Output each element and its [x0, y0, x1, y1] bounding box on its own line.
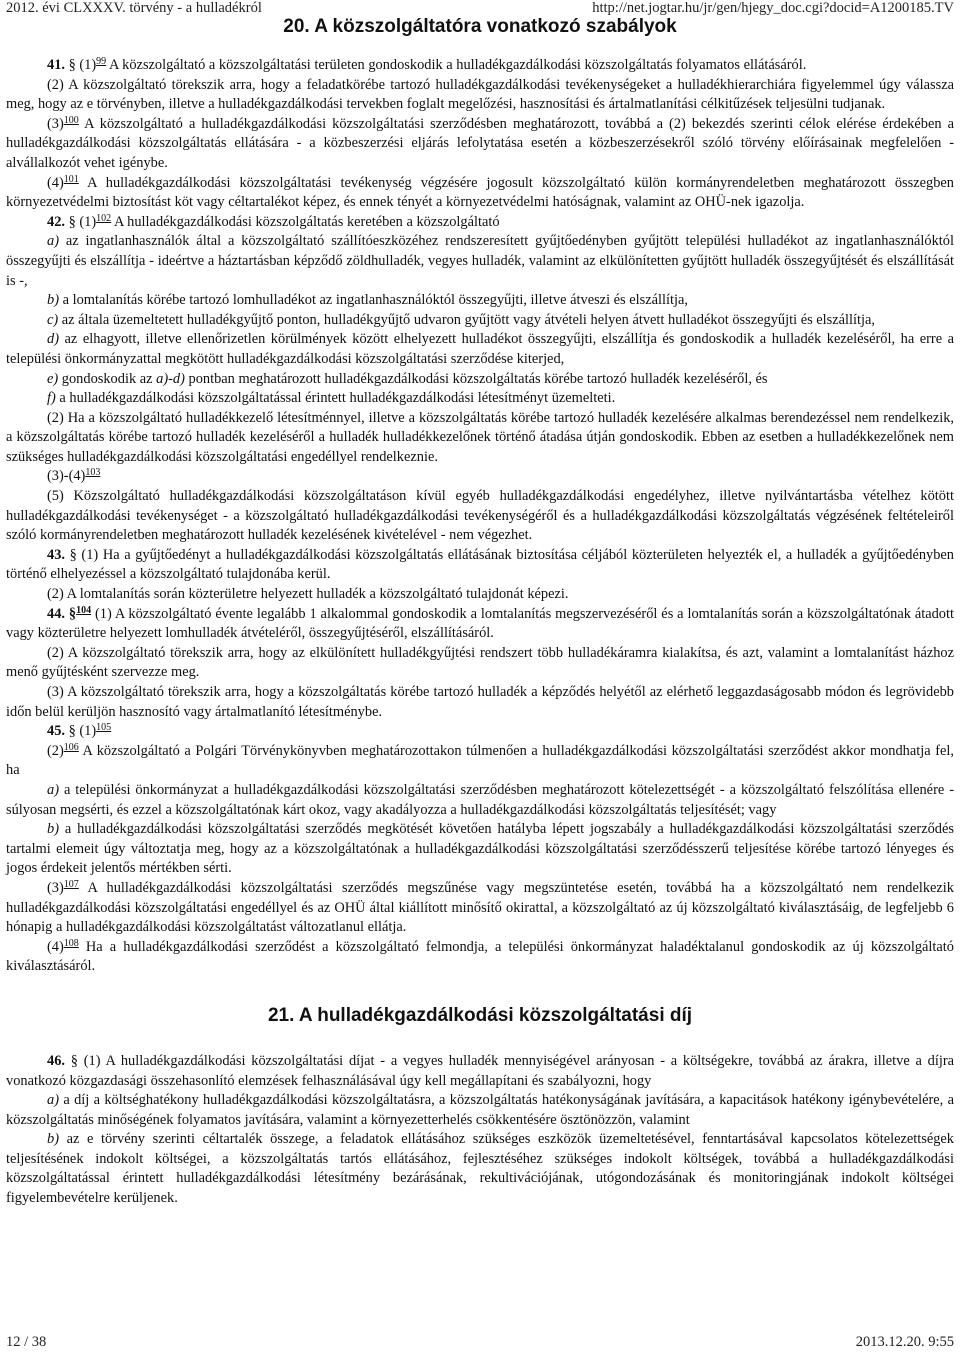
paragraph: a) a települési önkormányzat a hulladékgazdálkodási közszolgáltatási szerződésben meghatározott kötelezettségét - a közszolgáltató felszólítása ellenére - súlyosan megsérti, és ezzel a közszolgáltatónak kárt okoz, vagy akadályozza a hulladékgazdálkodási közszolgáltatás teljesítését; vagy [6, 781, 954, 818]
footnote-ref[interactable]: 107 [63, 878, 79, 890]
paragraph: c) az általa üzemeltetett hulladékgyűjtő ponton, hulladékgyűjtő udvaron gyűjtött vagy átvételi helyen átvett hulladékot összegyűjti és elszállítja, [47, 311, 876, 328]
paragraph: 44. §$^{104}$ (1) A közszolgáltató évente legalább 1 alkalommal gondoskodik a lomtalanítás megszervezéséről és a lomtalanítás során a közszolgáltatónak átadott vagy közterületre helyezett lomhulladék átvételéről, összegyűjtéséről, elszállításáról. [6, 604, 954, 642]
paragraph: 42. § $(1)^{102}$ A hulladékgazdálkodási közszolgáltatás keretében a közszolgáltató [47, 212, 500, 230]
footnote-ref[interactable]: 108 [63, 937, 79, 949]
paragraph: (2) Ha a közszolgáltató hulladékkezelő létesítménnyel, illetve a közszolgáltatás körébe tartozó hulladék kezelésére alkalmas berendezéssel nem rendelkezik, a közszolgáltatás körébe tartozó hulladék kezeléséről a hulladék hulladékkezelőnek történő átadása útján gondoskodik. Ebben az esetben a hulladékkezelőnek nem szükséges hulladékgazdálkodási közszolgáltatási engedéllyel rendelkeznie. [6, 409, 954, 465]
paragraph: b) a hulladékgazdálkodási közszolgáltatási szerződés megkötését követően hatályba lépett jogszabály a hulladékgazdálkodási közszolgáltatási szerződés tartalmi elemeit úgy változtatja meg, hogy az a közszolgáltatónak a hulladékgazdálkodási közszolgáltatási szerződésszerű teljesítése körébe tartozó lényeges és jogos érdekeit jelentős mértékben sérti. [6, 821, 954, 877]
paragraph: d) az elhagyott, illetve ellenőrizetlen körülmények között elhelyezett hulladékot összegyűjti, elszállítja és gondoskodik a hulladék kezeléséről, ha erre a települési önkormányzattal megkötött hulladékgazdálkodási közszolgáltatási szerződése kiterjed, [6, 331, 954, 367]
paragraph: a) az ingatlanhasználók által a közszolgáltató szállítóeszközéhez rendszeresített gyűjtőedényben gyűjtött települési hulladékot az ingatlanhasználóktól összegyűjti és elszállítja - ideértve a háztartásban képződő zöldhulladék, vegyes hulladék, valamint az elkülönítetten gyűjtött hulladék összegyűjtését és elszállítását is -, [6, 233, 954, 289]
page-number: 12 / 38 [6, 1334, 47, 1350]
point-marker: b) [47, 1131, 59, 1148]
paragraph: (2) A közszolgáltató törekszik arra, hogy az elkülönített hulladékgyűjtési rendszert több hulladékáramra kialakítsa, és azt, valamint a lomtalanítást házhoz menő gyűjtésként szervezze meg. [6, 644, 954, 681]
paragraph: $(2)^{106}$ A közszolgáltató a Polgári Törvénykönyvben meghatározottakon túlmenően a hulladékgazdálkodási közszolgáltatási szerződést akkor mondhatja fel, ha [6, 741, 954, 779]
point-marker: b) [47, 821, 59, 838]
paragraph: $(4)^{101}$ A hulladékgazdálkodási közszolgáltatási tevékenység végzésére jogosult közszolgáltató külön kormányrendeletben meghatározott összegben környezetvédelmi biztosítást köt vagy céltartalékot képez, és ennek tényét a környezetvédelmi hatóságnak, valamint az OHÜ-nek igazolja. [6, 173, 954, 211]
paragraph: $(3)-(4)^{103}$ [47, 467, 101, 485]
section-number: 46. [47, 1052, 65, 1069]
point-marker: e) [47, 370, 59, 387]
paragraph: a) a díj a költséghatékony hulladékgazdálkodási közszolgáltatásra, a közszolgáltatás hatékonyságának javítására, a kapacitások hatékony igénybevételére, a közszolgáltatás minőségének folyamatos javítására, valamint a környezetterhelés csökkentésére ösztönözzön, valamint [6, 1092, 954, 1128]
paragraph: b) a lomtalanítás körébe tartozó lomhulladékot az ingatlanhasználóktól összegyűjti, illetve átveszi és elszállítja, [47, 292, 688, 309]
footnote-ref[interactable]: 100 [63, 114, 79, 126]
footnote-ref[interactable]: 106 [63, 741, 79, 753]
paragraph: b) az e törvény szerinti céltartalék összege, a feladatok ellátásához szükséges eszközök üzemeltetésével, fenntartásával kapcsolatos kötelezettségek teljesítésének indokolt költségei, a közszolgáltatás tartós ellátásához, fejlesztéséhez szükséges indokolt költségek, továbbá a hulladékgazdálkodási közszolgáltatással érintett hulladékgazdálkodási létesítmény bezárásának, rekultivációjának, utógondozásának és monitoringjának indokolt költségei figyelembevételre kerüljenek. [6, 1131, 954, 1207]
point-marker: c) [47, 311, 59, 328]
paragraph: 43. § (1) Ha a gyűjtőedényt a hulladékgazdálkodási közszolgáltatás ellátásának biztosítása céljából közterületen helyezték el, a hulladék a gyűjtőedényben történő elhelyezéssel a közszolgáltató tulajdonába kerül. [6, 546, 954, 583]
footnote-ref[interactable]: 103 [85, 467, 101, 479]
paragraph: 46. § (1) A hulladékgazdálkodási közszolgáltatási díjat - a vegyes hulladék mennyiségével arányosan - a költségekre, továbbá az árakra, illetve a díjra vonatkozó közgazdasági összehasonlító elemzések felhasználásával úgy kell megállapítani és szabályozni, hogy [6, 1052, 954, 1089]
paragraph: (3) A közszolgáltató törekszik arra, hogy a közszolgáltatás körébe tartozó hulladék a képződés helyétől az elérhető leggazdaságosabb módon és legrövidebb időn belül kerüljön hasznosító vagy ártalmatlanító létesítménybe. [6, 684, 954, 720]
section-number: 41. [47, 57, 65, 73]
point-marker: a) [47, 1092, 59, 1109]
point-marker: d) [47, 331, 59, 348]
footnote-ref[interactable]: 104 [76, 604, 92, 616]
footnote-ref[interactable]: 102 [96, 212, 112, 224]
point-marker: a) [47, 233, 59, 250]
point-marker: b) [47, 292, 59, 309]
document-body [6, 15, 954, 1209]
paragraph: 45. § $(1)^{105}$ [47, 722, 112, 740]
header-source-url: http://net.jogtar.hu/jr/gen/hjegy_doc.cgi?docid=A1200185.TV [592, 0, 954, 16]
paragraph: $(4)^{108}$ Ha a hulladékgazdálkodási szerződést a közszolgáltató felmondja, a települési önkormányzat haladéktalanul gondoskodik az új közszolgáltató kiválasztásáról. [6, 937, 954, 975]
section-heading: 20. A közszolgáltatóra vonatkozó szabályok [283, 16, 677, 37]
paragraph: $(3)^{107}$ A hulladékgazdálkodási közszolgáltatási szerződés megszűnése vagy megszüntetése esetén, továbbá ha a közszolgáltató nem rendelkezik hulladékgazdálkodási közszolgáltatási engedéllyel és az OHÜ által kiállított minősítő okirattal, a közszolgáltató az új közszolgáltató kiválasztásáig, de legfeljebb 6 hónapig a hulladékgazdálkodási közszolgáltatást változatlanul ellátja. [6, 878, 954, 936]
paragraph: (5) Közszolgáltató hulladékgazdálkodási közszolgáltatáson kívül egyéb hulladékgazdálkodási engedélyhez, illetve nyilvántartásba vételhez kötött hulladékgazdálkodási tevékenységet - a közszolgáltató hulladékgazdálkodási tevékenységéről és a hulladékgazdálkodási közszolgáltatás végzésének feltételeiről szóló kormányrendeletben meghatározott hulladék kezelésének kivételével - nem végezhet. [6, 488, 954, 544]
section-heading: 21. A hulladékgazdálkodási közszolgáltatási díj [267, 1004, 693, 1026]
section-number: 42. [47, 213, 65, 230]
section-sign: § [68, 605, 77, 622]
header-law-title: 2012. évi CLXXXV. törvény - a hulladékról [6, 0, 262, 16]
page-footer [6, 1334, 954, 1352]
paragraph: e) gondoskodik az a)-d) pontban meghatározott hulladékgazdálkodási közszolgáltatás körébe tartozó hulladék kezeléséről, és [47, 370, 768, 387]
paragraph: 41. § $(1)^{99}$ A közszolgáltató a közszolgáltatási területen gondoskodik a hulladékgazdálkodási közszolgáltatás folyamatos ellátásáról. [47, 56, 807, 73]
paragraph: $(3)^{100}$ A közszolgáltató a hulladékgazdálkodási közszolgáltatási szerződésben meghatározott, továbbá a (2) bekezdés szerinti célok elérése érdekében a hulladékgazdálkodási közszolgáltatás ellátására - a közbeszerzési eljárás lefolytatása esetén a közbeszerzésekről szóló törvény előírásainak megfelelően - alvállalkozót vehet igénybe. [6, 114, 954, 171]
point-marker: a) [47, 781, 59, 798]
paragraph: f) a hulladékgazdálkodási közszolgáltatással érintett hulladékgazdálkodási létesítményt üzemelteti. [47, 390, 616, 407]
point-marker: f) [47, 390, 56, 407]
section-number: 43. [47, 546, 65, 563]
point-marker: a)-d) [156, 370, 185, 387]
section-number: 45. [47, 723, 65, 740]
paragraph: (2) A lomtalanítás során közterületre helyezett hulladék a közszolgáltató tulajdonát képezi. [47, 586, 569, 603]
print-timestamp: 2013.12.20. 9:55 [855, 1334, 954, 1350]
footnote-ref[interactable]: 99 [96, 56, 107, 67]
section-number: 44. [47, 605, 65, 622]
footnote-ref[interactable]: 105 [96, 722, 112, 734]
paragraph: (2) A közszolgáltató törekszik arra, hogy a feladatkörébe tartozó hulladékgazdálkodási tevékenységeket a hulladékhierarchiára figyelemmel úgy válassza meg, hogy az e törvényben, illetve a hulladékgazdálkodási tervekben foglalt megelőzési, hasznosítási és ártalmatlanítási célkitűzések teljesülni tudjanak. [6, 76, 954, 113]
footnote-ref[interactable]: 101 [63, 173, 79, 185]
